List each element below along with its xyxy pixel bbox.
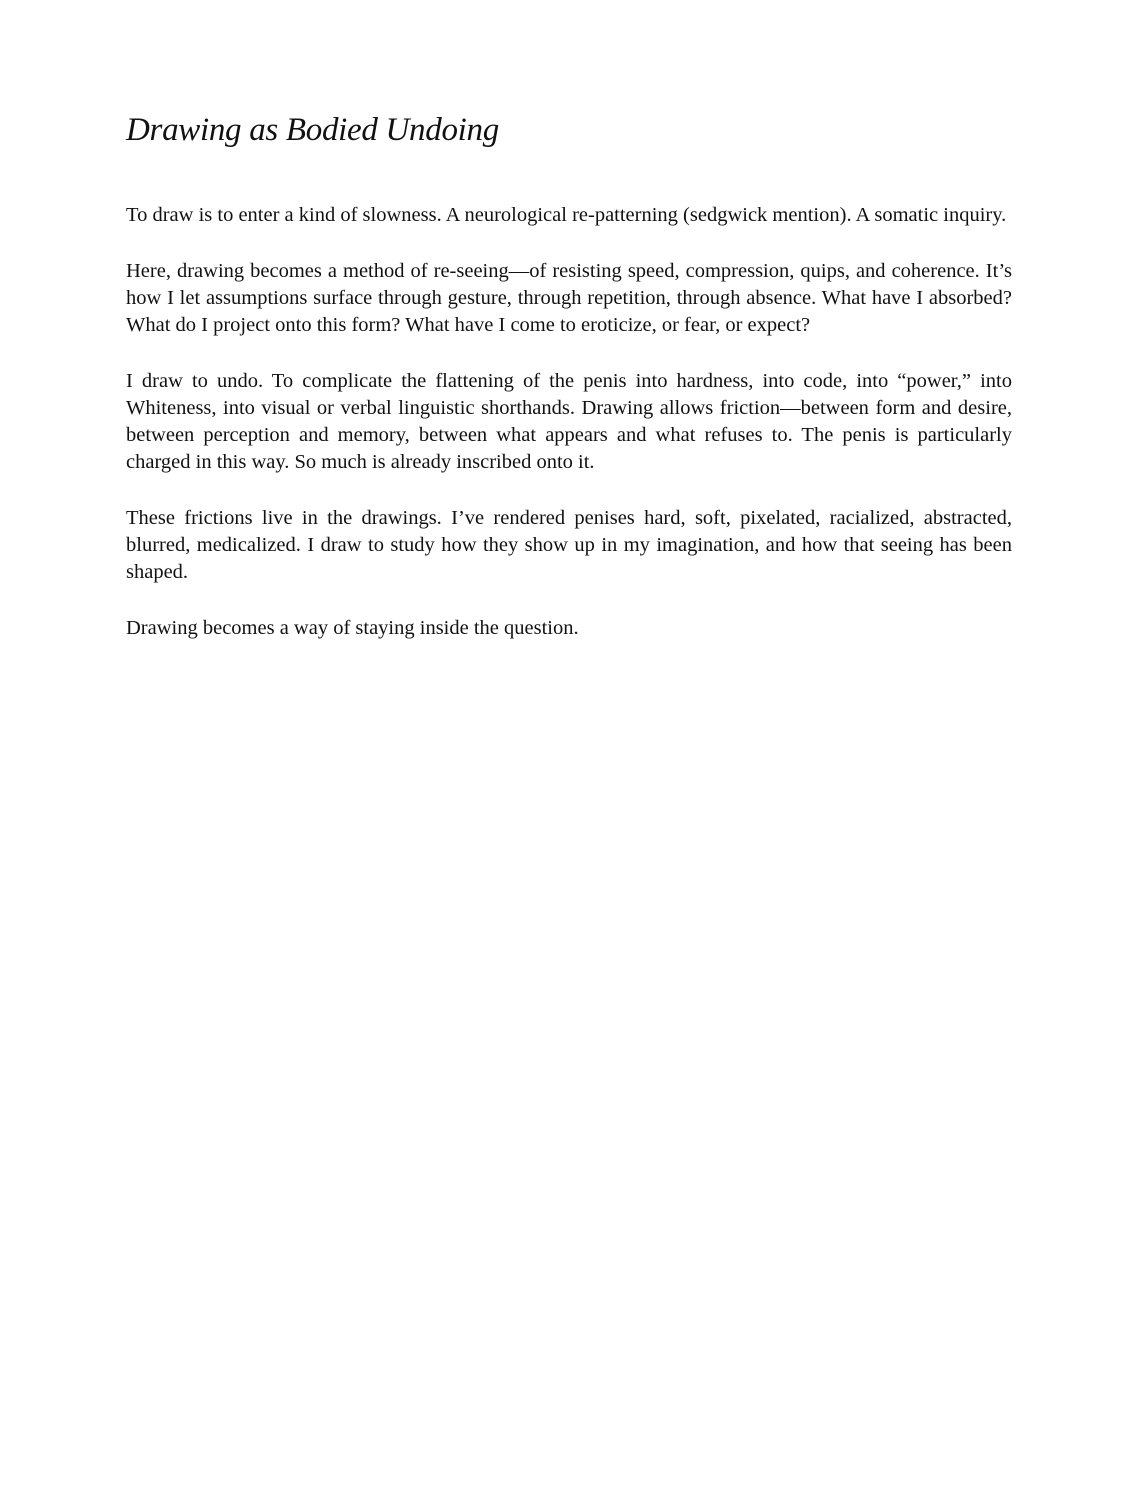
body-paragraph: Here, drawing becomes a method of re-seeing—of resisting speed, compression, quips, and coherence. It’s how I let assumptions surface through gesture, through repetition, through absence. What have I absorbed? What do I project onto this form? What have I come to eroticize, or fear, or expect?: [126, 260, 1012, 336]
body-paragraph: Drawing becomes a way of staying inside the question.: [126, 617, 579, 639]
page-title: Drawing as Bodied Undoing: [126, 112, 499, 148]
body-paragraph: I draw to undo. To complicate the flattening of the penis into hardness, into code, into “power,” into Whiteness, into visual or verbal linguistic shorthands. Drawing allows friction—between form and desire, between perception and memory, between what appears and what refuses to. The penis is particularly charged in this way. So much is already inscribed onto it.: [126, 370, 1012, 473]
document-body: [126, 108, 1012, 671]
body-paragraph: These frictions live in the drawings. I’ve rendered penises hard, soft, pixelated, racialized, abstracted, blurred, medicalized. I draw to study how they show up in my imagination, and how that seeing has been shaped.: [126, 507, 1012, 583]
body-paragraph: To draw is to enter a kind of slowness. A neurological re-patterning (sedgwick mention). A somatic inquiry.: [126, 204, 1007, 226]
